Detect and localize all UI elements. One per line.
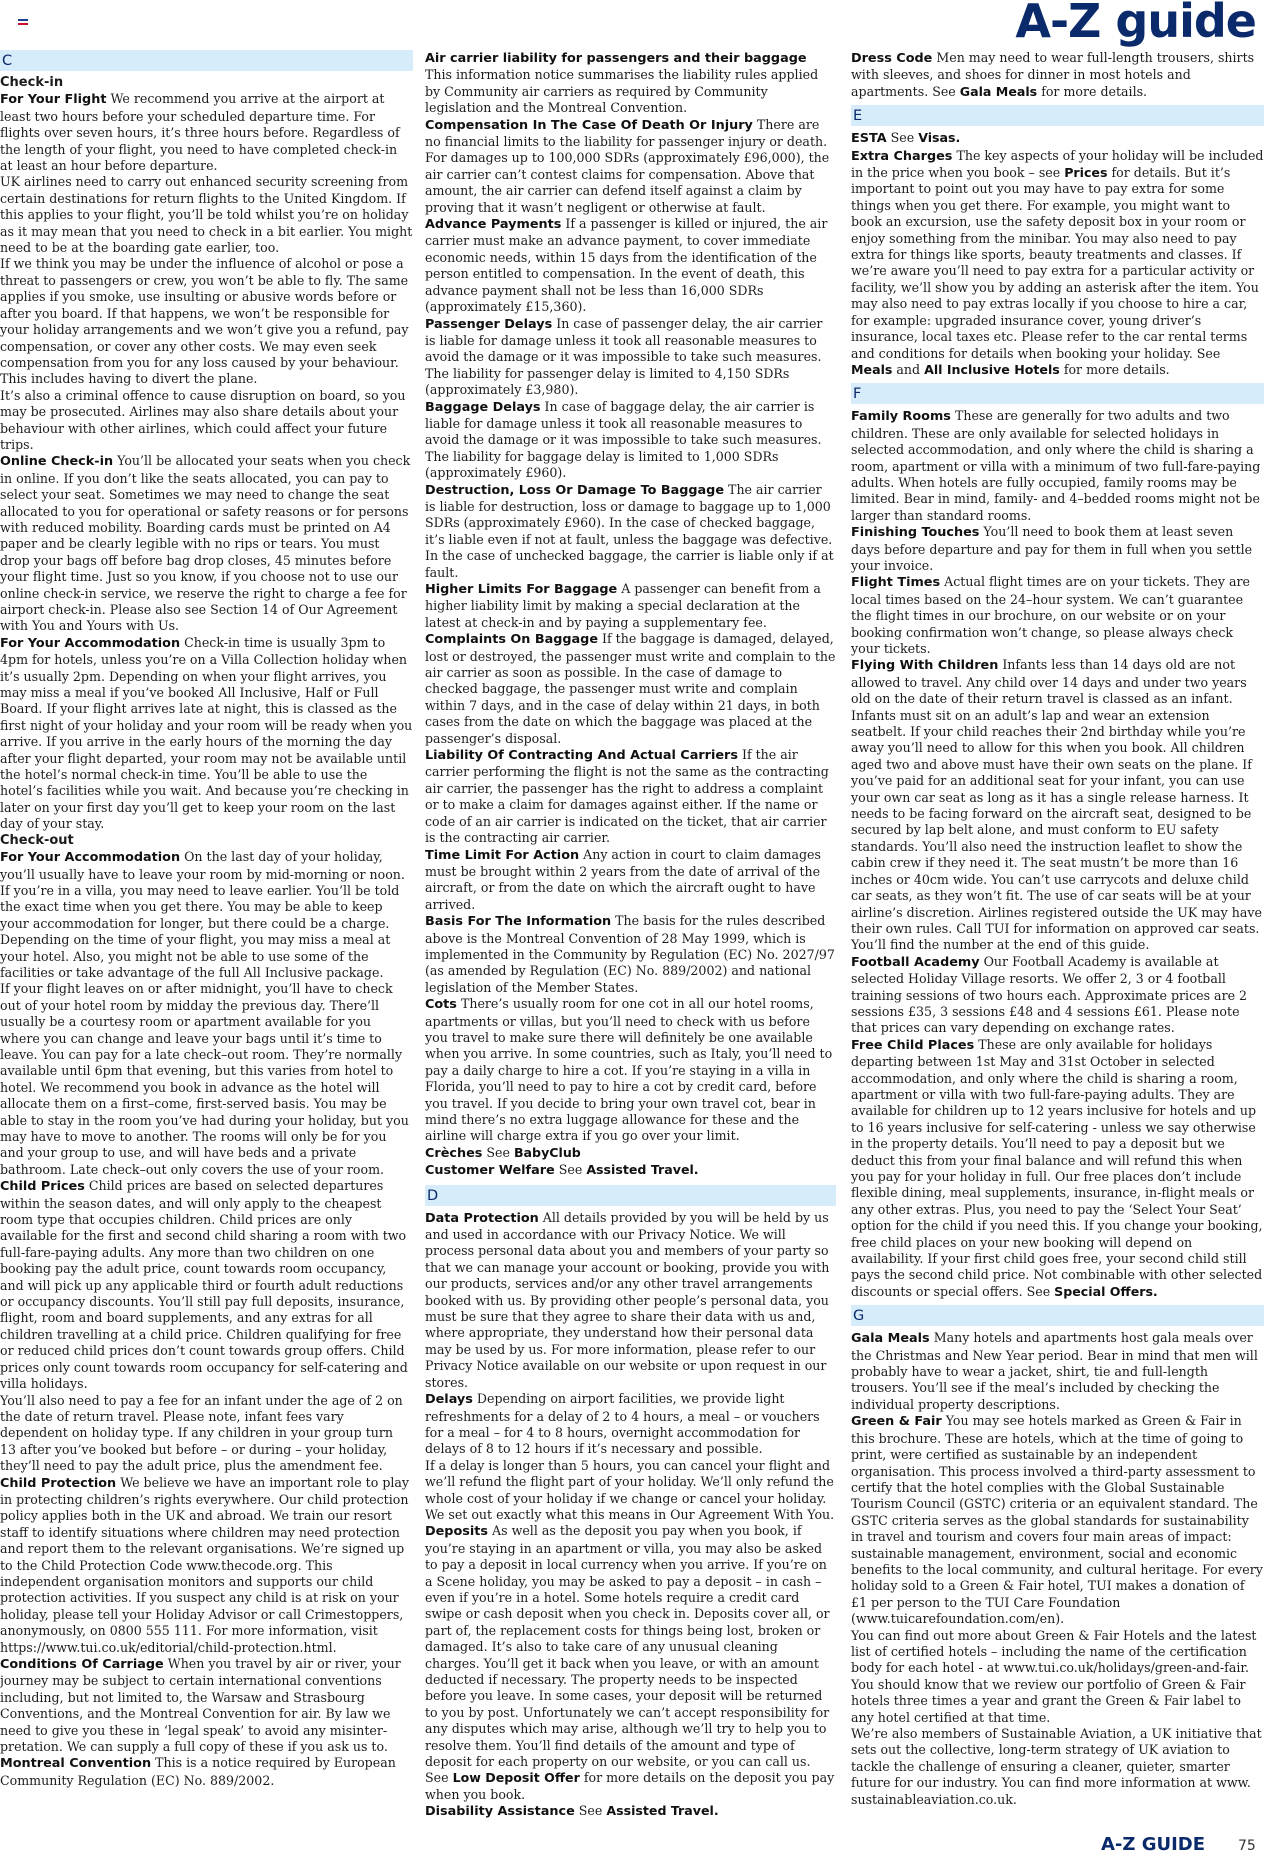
entry-text: As well as the deposit you pay when you book, if you’re staying in an apartment or villa, you may also be asked to pay a deposit in local currency when you arrive. If you’re on a Scene holiday, you may be asked to pay a deposit – in cash – even if you’re in a hotel. Some hotels require a credit card swipe or cash deposit when you check in. Deposits cover all, or part of, the replacement costs for things being lost, broken or damaged. It’s also to take care of any unusual cleaning charges. You’ll get it back when you leave, or with an amount deducted if necessary. The property needs to be inspected before you leave. In some cases, your deposit will be returned to you by post. Unfortunately we can’t accept responsibility for any disputes which may arise, although we’ll try to help you to resolve them. You’ll find details of the amount and type of deposit for each property on our website, or you can call us. See (425, 1523, 830, 1786)
entry-text: You can find out more about Green & Fair Hotels and the latest list of certified hotels – including the name of the certification body for each hotel - at www.tui.co.uk/holidays/green-and-fair. You should know that we review our portfolio of Green & Fair hotels three times a year and grant the Green & Fair label to any hotel certified at that time. (851, 1627, 1257, 1725)
entry-text: See (486, 1144, 510, 1160)
entry-term: Montreal Convention (0, 1756, 152, 1772)
entry-term: Disability Assistance (425, 1804, 575, 1820)
section-heading: F (851, 383, 1264, 404)
entry-paragraph (0, 1475, 413, 1656)
entry-text: All details provided by you will be held by us and used in accordance with our Privacy Notice. We will process personal data about you and members of your party so that we can manage your account or booking, provide you with our products, services and/or any other travel arrangements booked with us. By providing other people’s personal data, you must be sure that they agree to share their data with us and, where appropriate, they understand how their personal data may be used by us. For more information, please refer to our Privacy Notice available on our website or upon request in our stores. (425, 1209, 830, 1390)
entry-text: Infants less than 14 days old are not allowed to travel. Any child over 14 days and under two years old on the date of their return travel is classed as an infant. Infants must sit on an adult’s lap and wear an extension seatbelt. If your child reaches their 2nd birthday while you’re away you’ll need to allow for this when you book. All children aged two and above must have their own seats on the plane. If you’ve paid for an additional seat for your infant, you can use your own car seat as long as it has a single release harness. It needs to be facing forward on the aircraft seat, designed to be secured by lap belt alone, and must conform to EU safety standards. You’ll also need the instruction leaflet to show the cabin crew if they need it. The seat mustn’t be more than 16 inches or 40cm wide. You can’t use carrycots and deluxe child car seats, as they won’t fit. The use of car seats will be at your airline’s discretion. Airlines registered outside the UK may have their own rules. Call TUI for information on approved car seats. You’ll find the number at the end of this guide. (851, 657, 1262, 953)
entry-text: These are generally for two adults and two children. These are only available for selected holidays in selected accommodation, and only where the child is sharing a room, apartment or villa with a minimum of two full-fare-paying adults. When hotels are fully occupied, family rooms may be limited. Bear in mind, family- and 4–bedded rooms might not be larger than standard rooms. (851, 408, 1261, 523)
entry-paragraph (425, 482, 836, 581)
entry-paragraph (425, 316, 836, 399)
entry-text: The basis for the rules described above is the Montreal Convention of 28 May 1999, which is implemented in the Community by Regulation (EC) No. 2027/97 (as amended by Regulation (EC) No. 889/2002) and national legislation of the Member States. (425, 913, 835, 995)
entry-term: Flight Times (851, 575, 941, 591)
entry-term: Green & Fair (851, 1414, 942, 1430)
entry-text: Check-in time is usually 3pm to 4pm for hotels, unless you’re on a Villa Collection holiday when it’s usually 2pm. Depending on when your flight arrives, you may miss a meal if you’ve booked All Inclusive, Half or Full Board. If your flight arrives late at night, this is classed as the first night of your holiday and your room will be ready when you arrive. If you arrive in the early hours of the morning the day after your flight departed, your room may not be available until the hotel’s normal check-in time. You’ll be able to use the hotel’s facilities while you wait. And because you’re checking in later on your first day you’ll get to keep your room on the last day of your stay. (0, 634, 413, 832)
entry-text: See (578, 1803, 603, 1819)
entry-text: for details. But it’s important to point out you may have to pay extra for some things when you get there. For example, you might want to book an excursion, use the safety deposit box in your room or enjoy something from the minibar. You may also need to pay extra for things like sports, beauty treatments and classes. If we’re aware you’ll need to pay extra for a particular activity or facility, we’ll show you by adding an asterisk after the item. You may also need to pay extras locally if you choose to hire a car, for example: upgraded insurance cover, young driver’s insurance, local taxes etc. Please refer to the car rental terms and conditions for details when booking your holiday. See (851, 165, 1259, 361)
entry-paragraph (851, 130, 1264, 147)
page-title: A-Z guide (1015, 0, 1256, 48)
entry-term: Basis For The Information (425, 914, 612, 930)
cross-reference: All Inclusive Hotels (924, 361, 1060, 377)
entry-text: You’ll be allocated your seats when you check in online. If you don’t like the seats allocated, you can pay to select your seat. Sometimes we may need to change the seat allocated to you for operational or safety reasons or for persons with reduced mobility. Boarding cards must be printed on A4 paper and be clearly legible with no rips or tears. You must drop your bags off before bag drop closes, 45 minutes before your flight time. Just so you know, if you choose not to use our online check-in service, we reserve the right to charge a fee for airport check-in. Please also see Section 14 of Our Agreement with You and Yours with Us. (0, 453, 411, 634)
entry-text: If the air carrier performing the flight is not the same as the contracting air carrier, the passenger has the right to address a complaint or to make a claim for damages against either. If the name or code of an air carrier is indicated on the ticket, that air carrier is the contracting air carrier. (425, 747, 829, 846)
entry-term: Finishing Touches (851, 525, 980, 541)
entry-term: Cots (425, 997, 457, 1013)
entry-term: Deposits (425, 1524, 488, 1540)
entry-term: Football Academy (851, 954, 980, 970)
cross-reference: Gala Meals (959, 83, 1038, 99)
entry-paragraph (851, 148, 1264, 379)
entry-paragraph (0, 849, 413, 981)
entry-paragraph (425, 581, 836, 631)
entry-text: Men may need to wear full-length trousers, shirts with sleeves, and shoes for dinner in most hotels and apartments. See (851, 50, 1255, 99)
entry-paragraph (851, 524, 1264, 574)
column-3 (851, 50, 1264, 1810)
entry-term: Destruction, Loss Or Damage To Baggage (425, 482, 725, 498)
entry-paragraph (425, 913, 836, 996)
entry-paragraph (425, 1803, 836, 1820)
cross-reference: Assisted Travel. (586, 1162, 699, 1178)
entry-term: Family Rooms (851, 409, 951, 425)
entry-paragraph (0, 1178, 413, 1392)
entry-text: Our Football Academy is available at selected Holiday Village resorts. We offer 2, 3 or 4 football training sessions of two hours each. Approximate prices are 2 sessions £35, 3 sessions £48 and 4 sessions £61. Please note that prices can vary depending on exchange rates. (851, 953, 1248, 1036)
entry-term: Gala Meals (851, 1331, 930, 1347)
entry-text: Any action in court to claim damages must be brought within 2 years from the date of arrival of the aircraft, or from the date on which the aircraft ought to have arrived. (425, 846, 821, 912)
entry-text: In case of passenger delay, the air carrier is liable for damage unless it took all reasonable measures to avoid the damage or it was impossible to take such measures. The liability for passenger delay is limited to 4,150 SDRs (approximately £3,980). (425, 315, 823, 398)
entry-paragraph (0, 174, 413, 256)
section-heading: E (851, 105, 1264, 126)
entry-paragraph (425, 996, 836, 1145)
entry-paragraph (425, 1162, 836, 1179)
entry-paragraph (851, 1628, 1264, 1726)
entry-text: The air carrier is liable for destruction, loss or damage to baggage up to 1,000 SDRs (approximately £960). In the case of checked baggage, it’s liable even if not at fault, unless the baggage was defective. In the case of unchecked baggage, the carrier is liable only if at fault. (425, 481, 834, 580)
entry-text: If a passenger is killed or injured, the air carrier must make an advance payment, to cover immediate economic needs, within 15 days from the identification of the person entitled to compensation. In the event of death, this advance payment shall not be less than 16,000 SDRs (approximately £15,360). (425, 216, 828, 315)
column-2 (425, 50, 836, 1820)
entry-term: For Your Flight (0, 92, 107, 108)
entry-paragraph (0, 981, 413, 1178)
entry-paragraph (0, 453, 413, 634)
entry-text: for more details. (1063, 361, 1170, 377)
entry-text: In case of baggage delay, the air carrier is liable for damage unless it took all reasonable measures to avoid the damage or it was impossible to take such measures. The liability for baggage delay is limited to 1,000 SDRs (approximately £960). (425, 398, 822, 481)
entry-text: If your flight leaves on or after midnight, you’ll have to check out of your hotel room by midday the previous day. There’ll usually be a courtesy room or apartment available for you where you can change and leave your bags until it’s time to leave. You can pay for a late check–out room. They’re normally available until 6pm that evening, but this varies from hotel to hotel. We recommend you book in advance as the hotel will allocate them on a first–come, first-served basis. You may be able to stay in the room you’ve had during your holiday, but you may have to move to another. The rooms will only be for you and your group to use, and will have beds and a private bathroom. Late check–out only covers the use of your room. (0, 981, 409, 1177)
entry-term: Advance Payments (425, 217, 562, 233)
entry-term: Free Child Places (851, 1037, 975, 1053)
entry-paragraph (425, 1210, 836, 1391)
entry-text: See (558, 1162, 583, 1178)
entry-paragraph (0, 91, 413, 174)
cross-reference: BabyClub (513, 1144, 581, 1160)
entry-text: See (890, 130, 915, 146)
entry-paragraph (0, 635, 413, 833)
entry-term: Higher Limits For Baggage (425, 582, 618, 597)
entry-term: Data Protection (425, 1210, 539, 1226)
entry-term: ESTA (851, 131, 887, 147)
entry-paragraph (425, 50, 836, 117)
entry-paragraph (425, 1391, 836, 1458)
section-heading: G (851, 1305, 1264, 1326)
entry-text: We’re also members of Sustainable Aviation, a UK initiative that sets out the collective, long-term strategy of UK aviation to tackle the challenge of ensuring a cleaner, quieter, smarter future for our industry. You can find more information at www. sustainableaviation.co.uk. (851, 1726, 1262, 1807)
entry-text: These are only available for holidays departing between 1st May and 31st October in selected accommodation, and only where the child is sharing a room, apartment or villa with two full-fare-paying adults. They are available for children up to 12 years inclusive for hotels and up to 16 years inclusive for self-catering - unless we say otherwise in the property details. You’ll need to pay a deposit but we deduct this from your final balance and will refund this when you pay for your holiday in full. Our free places don’t include flexible dining, meal supplements, insurance, in-flight meals or any other extras. Plus, you need to pay the ‘Select Your Seat’ option for the child if you need this. If you change your booking, free child places on your new booking will depend on availability. If your first child goes free, your second child still pays the second child price. Not combinable with other selected discounts or special offers. See (851, 1036, 1263, 1299)
entry-term: Dress Code (851, 51, 933, 66)
section-heading: C (0, 50, 413, 71)
cross-reference: Assisted Travel. (606, 1803, 719, 1819)
entry-text: This is a notice required by European Community Regulation (EC) No. 889/2002. (0, 1755, 396, 1788)
entry-term: Compensation In The Case Of Death Or Injury (425, 117, 753, 133)
flag-icon (18, 19, 28, 25)
entry-term: Delays (425, 1392, 473, 1408)
entry-text: for more details. (1041, 83, 1148, 99)
entry-text: Many hotels and apartments host gala meals over the Christmas and New Year period. Bear in mind that men will probably have to wear a jacket, shirt, tie and full-length trousers. You’ll see if the meal’s included by checking the individual property descriptions. (851, 1330, 1258, 1412)
entry-paragraph (425, 399, 836, 482)
entry-paragraph (425, 1523, 836, 1803)
page-number: 75 (1238, 1838, 1256, 1854)
entry-text: You’ll need to book them at least seven days before departure and pay for them in full when you settle your invoice. (851, 524, 1253, 573)
entry-text: You may see hotels marked as Green & Fair in this brochure. These are hotels, which at the time of going to print, were certified as sustainable by an independent organisation. This process involved a third-party assessment to certify that the hotel complies with the Global Sustainable Tourism Council (GSTC) criteria or an equivalent standard. The GSTC criteria serves as the global standards for sustainability in travel and tourism and covers four main areas of impact: sustainable management, environment, social and economic benefits to the local community, and cultural heritage. For every holiday sold to a Green & Fair hotel, TUI makes a donation of £1 per person to the TUI Care Foundation (www.tuicarefoundation.com/en). (851, 1413, 1263, 1627)
entry-text: If the baggage is damaged, delayed, lost or destroyed, the passenger must write and complain to the air carrier as soon as possible. In the case of damage to checked baggage, the passenger must write and complain within 7 days, and in the case of delay within 21 days, in both cases from the date on which the baggage was placed at the passenger’s disposal. (425, 631, 836, 746)
entry-paragraph (425, 747, 836, 846)
entry-paragraph (425, 631, 836, 747)
entry-text: When you travel by air or river, your journey may be subject to certain international conventions including, but not limited to, the Warsaw and Strasbourg Conventions, and the Montreal Convention for air. By law we need to give you these in ‘legal speak’ to avoid any misinter-pretation. We can supply a full copy of these if you ask us to. (0, 1656, 401, 1755)
entry-paragraph (0, 256, 413, 387)
entry-term: Customer Welfare (425, 1163, 555, 1179)
entry-term: Time Limit For Action (425, 847, 580, 863)
entry-paragraph (425, 1145, 836, 1162)
entry-paragraph (425, 1458, 836, 1524)
entry-text: A passenger can benefit from a higher liability limit by making a special declaration at the latest at check-in and by paying a supplementary fee. (425, 581, 821, 630)
entry-text: Depending on airport facilities, we provide light refreshments for a delay of 2 to 4 hours, a meal – or vouchers for a meal – for 4 to 8 hours, overnight accommodation for delays of 8 to 12 hours if it’s necessary and possible. (425, 1391, 820, 1457)
entry-paragraph (0, 388, 413, 454)
entry-term: Child Prices (0, 1179, 85, 1195)
cross-reference: Low Deposit Offer (452, 1770, 580, 1786)
entry-paragraph (851, 657, 1264, 953)
entry-paragraph (0, 1656, 413, 1755)
entry-paragraph (851, 1726, 1264, 1808)
entry-term: Complaints On Baggage (425, 632, 599, 648)
entry-text: The key aspects of your holiday will be included in the price when you book – see (851, 147, 1264, 181)
entry-text: Child prices are based on selected departures within the season dates, and will only apply to the cheapest room type that occupies children. Child prices are only available for the first and second child sharing a room with two full-fare-paying adults. Any more than two children on one booking pay the adult price, count towards room occupancy, and will pick up any applicable third or fourth adult reductions or occupancy discounts. You’ll still pay full deposits, insurance, flight, room and board supplements, and any extras for all children travelling at a child price. Children qualifying for free or reduced child prices don’t count towards group offers. Child prices only count towards room occupancy for self-catering and villa holidays. (0, 1178, 408, 1392)
subheading: Check-out (0, 832, 74, 848)
entry-text: It’s also a criminal offence to cause disruption on board, so you may be prosecuted. Airlines may also share details about your behaviour with other airlines, which could affect your future trips. (0, 387, 406, 452)
entry-paragraph (851, 408, 1264, 524)
footer-label: A-Z GUIDE (1101, 1834, 1206, 1855)
entry-term: Liability Of Contracting And Actual Carriers (425, 748, 738, 764)
entry-text: for more details on the deposit you pay when you book. (425, 1770, 835, 1802)
entry-text: You’ll also need to pay a fee for an infant under the age of 2 on the date of return travel. Please note, infant fees vary dependent on holiday type. If any children in your group turn 13 after you’ve booked but before – or during – your holiday, they’ll need to pay the adult price, plus the amendment fee. (0, 1392, 403, 1474)
entry-paragraph (851, 1037, 1264, 1301)
entry-text: UK airlines need to carry out enhanced security screening from certain destinations for return flights to the United Kingdom. If this applies to your flight, you’ll be told whilst you’re on holiday as it may mean that you need to check in a bit earlier. You might need to be at the boarding gate earlier, too. (0, 174, 413, 256)
entry-term: Crèches (425, 1145, 483, 1161)
entry-paragraph (425, 847, 836, 914)
entry-paragraph (851, 1413, 1264, 1627)
entry-term: Extra Charges (851, 148, 953, 164)
entry-paragraph (0, 1755, 413, 1789)
entry-text: If we think you may be under the influence of alcohol or pose a threat to passengers or crew, you won’t be able to fly. The same applies if you smoke, use insulting or abusive words before or after you board. If that happens, we won’t be responsible for your holiday arrangements and we won’t give you a refund, pay compensation, or cover any other costs. We may even seek compensation from you for any loss caused by your behaviour. This includes having to divert the plane. (0, 256, 409, 387)
entry-term: Child Protection (0, 1475, 117, 1491)
entry-paragraph (425, 117, 836, 216)
entry-text: There are no financial limits to the liability for passenger injury or death. For damages up to 100,000 SDRs (approximately £96,000), the air carrier can’t contest claims for compensation. Above that amount, the air carrier can defend itself against a claim by proving that it wasn’t negligent or otherwise at fault. (425, 116, 830, 215)
entry-term: Passenger Delays (425, 316, 553, 332)
entry-term: Air carrier liability for passengers and their baggage (425, 51, 807, 66)
entry-text: There’s usually room for one cot in all our hotel rooms, apartments or villas, but you’ll need to check with us before you travel to make sure there will definitely be one available when you arrive. In some countries, such as Italy, you’ll need to pay a daily charge to hire a cot. If you’re staying in a villa in Florida, you’ll need to pay to hire a cot by credit card, before you travel. If you decide to bring your own travel cot, bear in mind there’s no extra luggage allowance for these and the airline will charge extra if you go over your limit. (425, 996, 833, 1144)
entry-paragraph (851, 574, 1264, 657)
entry-text: If a delay is longer than 5 hours, you can cancel your flight and we’ll refund the flight part of your holiday. We’ll only refund the whole cost of your holiday if we change or cancel your holiday. We set out exactly what this means in Our Agreement With You. (425, 1457, 835, 1522)
entry-paragraph (851, 50, 1264, 100)
subheading: Check-in (0, 75, 64, 90)
cross-reference: Special Offers. (1054, 1283, 1158, 1299)
entry-term: Conditions Of Carriage (0, 1657, 164, 1672)
cross-reference: Visas. (918, 130, 961, 146)
entry-text: Actual flight times are on your tickets. They are local times based on the 24–hour system. We can’t guarantee the flight times in our brochure, on our website or on your booking confirmation won’t change, so please always check your tickets. (851, 574, 1250, 656)
entry-term: Flying With Children (851, 658, 999, 674)
entry-paragraph (851, 954, 1264, 1037)
entry-text: We believe we have an important role to play in protecting children’s rights everywhere. Our child protection policy applies both in the UK and abroad. We train our resort staff to identify situations where children may need protection and report them to the relevant organisations. We’re signed up to the Child Protection Code www.thecode.org. This independent organisation monitors and supports our child protection activities. If you suspect any child is at risk on your holiday, please tell your Holiday Advisor or call Crimestoppers, anonymously, on 0800 555 111. For more information, visit https://www.tui.co.uk/editorial/child-protection.html. (0, 1474, 410, 1655)
section-heading: D (425, 1185, 836, 1206)
entry-text: On the last day of your holiday, you’ll usually have to leave your room by mid-morning or noon. If you’re in a villa, you may need to leave earlier. You’ll be told the exact time when you get there. You may be able to keep your accommodation for longer, but there could be a charge. Depending on the time of your flight, you may miss a meal at your hotel. Also, you might not be able to use some of the facilities or take advantage of the full All Inclusive package. (0, 849, 405, 980)
entry-paragraph (851, 1330, 1264, 1413)
entry-paragraph (0, 1393, 413, 1475)
entry-text: This information notice summarises the liability rules applied by Community air carriers as required by Community legislation and the Montreal Convention. (425, 67, 819, 116)
entry-term: Online Check-in (0, 454, 114, 470)
entry-term: Baggage Delays (425, 399, 541, 415)
entry-term: For Your Accommodation (0, 850, 181, 866)
cross-reference: Meals (851, 361, 893, 377)
column-1 (0, 50, 413, 1810)
entry-text: We recommend you arrive at the airport at least two hours before your scheduled departure time. For flights over seven hours, it’s three hours before. Regardless of the length of your flight, you need to have completed check-in at least an hour before departure. (0, 91, 400, 174)
entry-paragraph (425, 216, 836, 315)
entry-text: and (896, 361, 921, 377)
entry-term: For Your Accommodation (0, 635, 181, 651)
cross-reference: Prices (1064, 165, 1108, 181)
